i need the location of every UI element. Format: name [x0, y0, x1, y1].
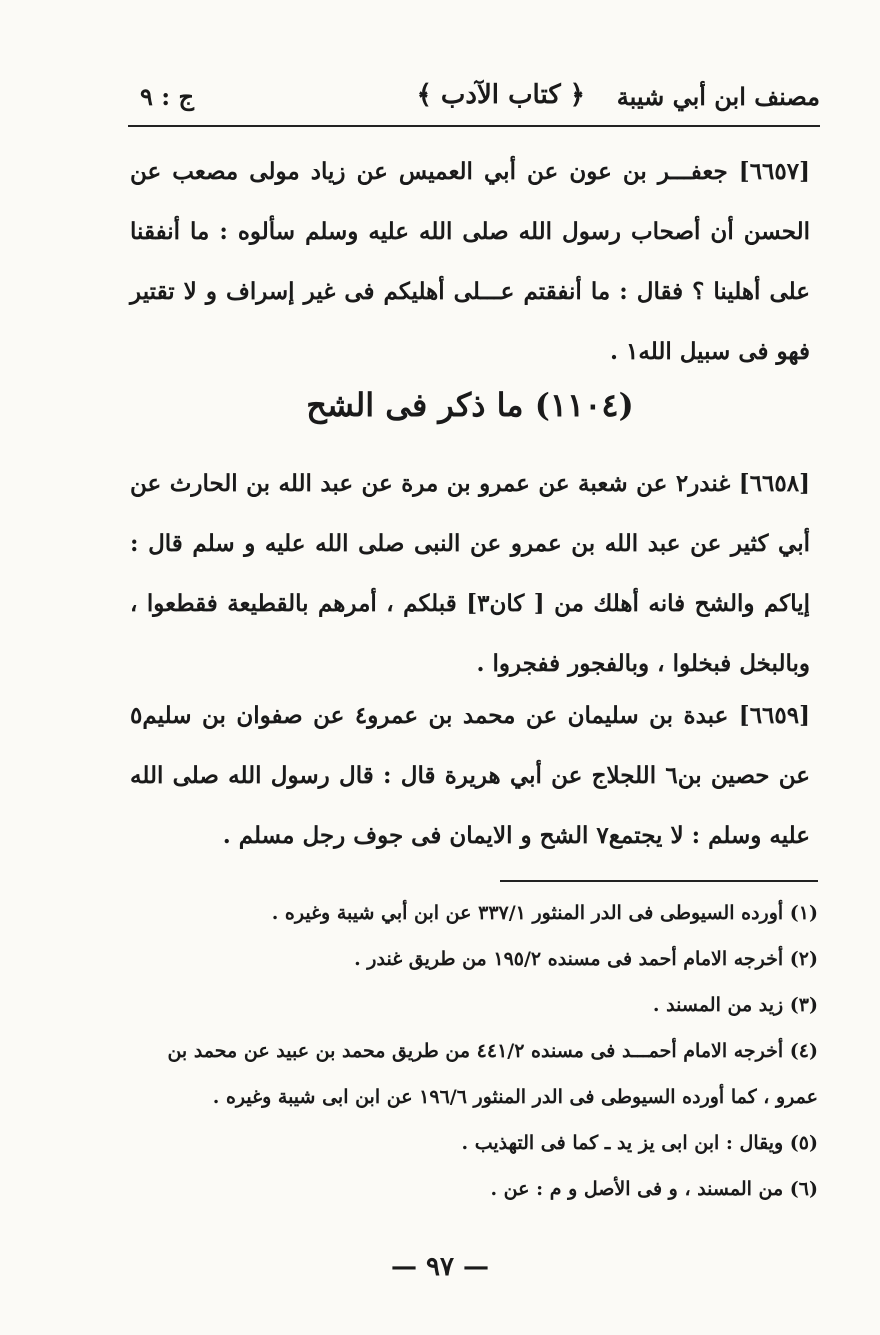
footnote-1: (١) أورده السيوطى فى الدر المنثور ٣٣٧/١ عن ابن أبي شيبة وغيره . — [271, 902, 818, 924]
footnote-rule — [500, 880, 818, 882]
footnote-4-continued: عمرو ، كما أورده السيوطى فى الدر المنثور ١٩٦/٦ عن ابن ابى شيبة وغيره . — [212, 1086, 818, 1108]
section-heading: (١١٠٤) ما ذكر فى الشح — [306, 386, 634, 424]
footnotes — [132, 890, 818, 1212]
hadith-6658-text: [٦٦٥٨] غندر٢ عن شعبة عن عمرو بن مرة عن عبد الله بن الحارث عن أبي كثير عن عبد الله بن عمرو عن النبى صلى الله عليه و سلم قال : إياكم والشح فانه أهلك من [ كان٣] قبلكم ، أمرهم بالقطيعة فقطعوا ، وبالبخل فبخلوا ، وبالفجور ففجروا . — [130, 470, 810, 677]
hadith-6659-text: [٦٦٥٩] عبدة بن سليمان عن محمد بن عمرو٤ عن صفوان بن سليم٥ عن حصين بن٦ اللجلاج عن أبي هريرة قال : قال رسول الله صلى الله عليه وسلم : لا يجتمع٧ الشح و الايمان فى جوف رجل مسلم . — [130, 702, 810, 849]
footnote-3: (٣) زيد من المسند . — [652, 994, 818, 1016]
footnote-2: (٢) أخرجه الامام أحمد فى مسنده ١٩٥/٢ من طريق غندر . — [354, 948, 818, 970]
page-number: — ٩٧ — — [390, 1252, 490, 1282]
header-rule — [128, 125, 820, 127]
hadith-6658 — [130, 454, 810, 694]
book-title: مصنف ابن أبي شيبة — [616, 82, 820, 111]
footnote-4: (٤) أخرجه الامام أحمـــد فى مسنده ٤٤١/٢ من طريق محمد بن عبيد عن محمد بن — [167, 1040, 818, 1062]
hadith-6657 — [130, 142, 810, 382]
chapter-title: ﴿ كتاب الآدب ﴾ — [416, 80, 585, 110]
running-header — [128, 72, 820, 122]
hadith-6657-text: [٦٦٥٧] جعفـــر بن عون عن أبي العميس عن زياد مولى مصعب عن الحسن أن أصحاب رسول الله صلى الله عليه وسلم سألوه : ما أنفقنا على أهلينا ؟ فقال : ما أنفقتم عـــلى أهليكم فى غير إسراف و لا تقتير فهو فى سبيل الله١ . — [130, 158, 810, 365]
footnote-6: (٦) من المسند ، و فى الأصل و م : عن . — [490, 1178, 818, 1200]
volume-number: ج : ٩ — [140, 82, 194, 111]
hadith-6659 — [130, 686, 810, 866]
footnote-5: (٥) ويقال : ابن ابى يز يد ـ كما فى التهذيب . — [461, 1132, 818, 1154]
